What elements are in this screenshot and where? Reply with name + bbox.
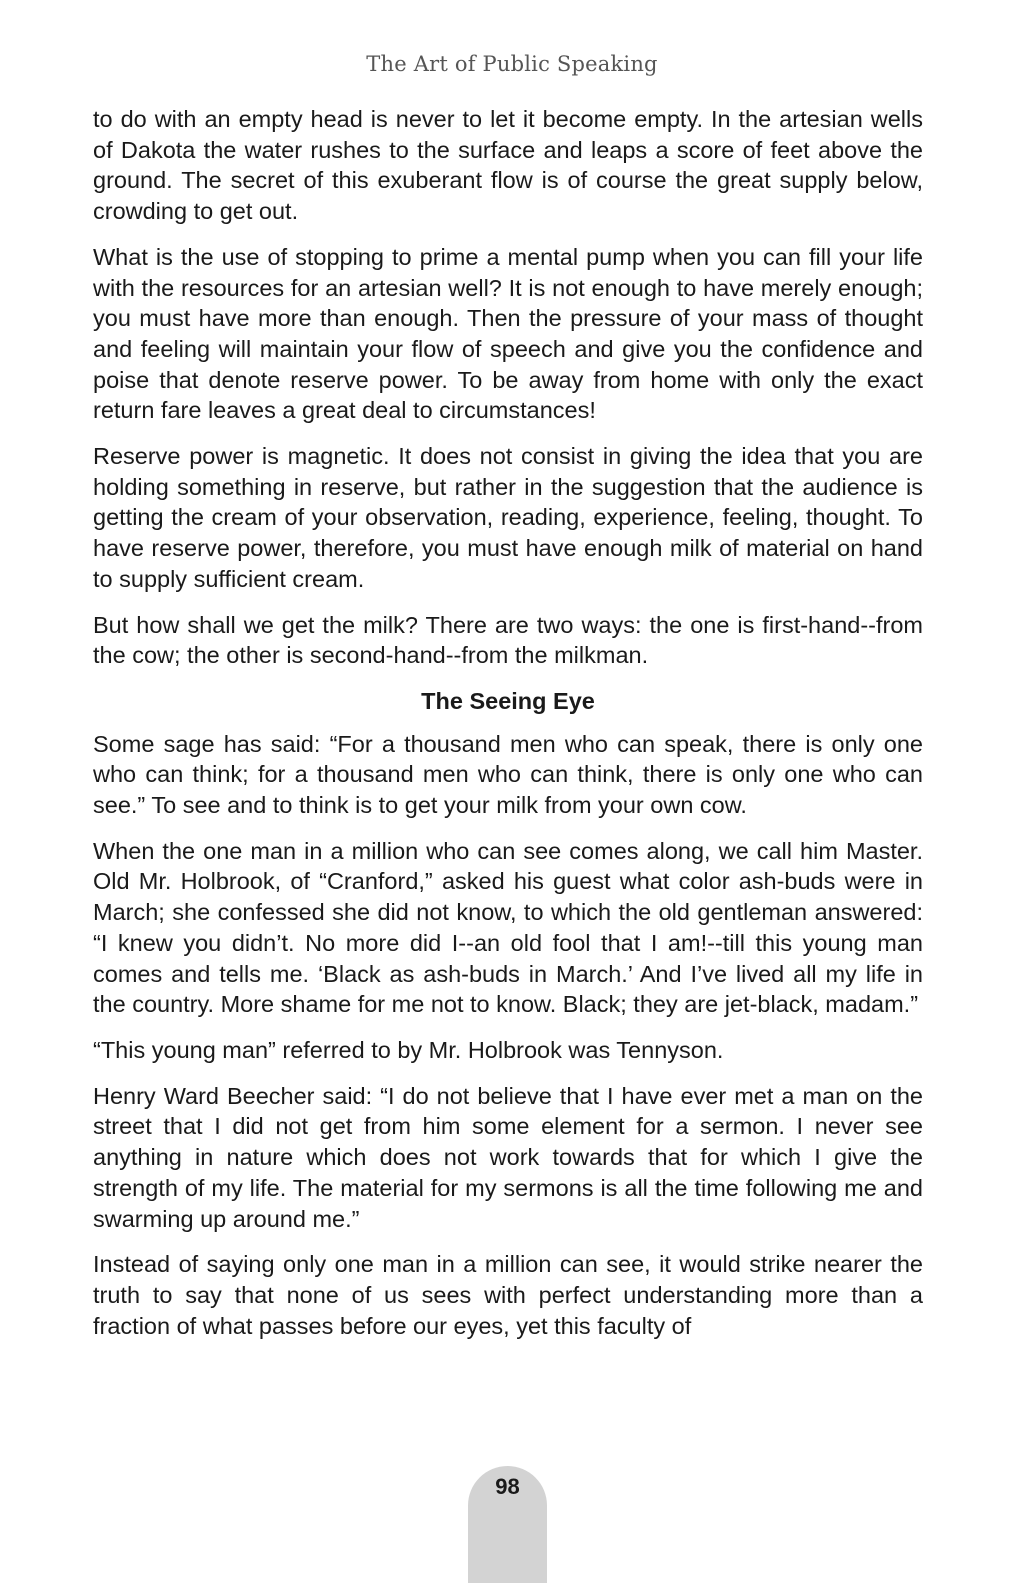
paragraph: “This young man” referred to by Mr. Holbrook was Tennyson. [93, 1036, 724, 1063]
paragraph: to do with an empty head is never to let it become empty. In the artesian wells of Dakota the water rushes to the surface and leaps a score of feet above the ground. The secret of this exuberant flow is of course the great supply below, crowding to get out. [93, 106, 923, 225]
page-number-tab [468, 1466, 547, 1583]
paragraph: Some sage has said: “For a thousand men who can speak, there is only one who can think; for a thousand men who can think, there is only one who can see.” To see and to think is to get your milk from your own cow. [93, 730, 923, 819]
section-heading: The Seeing Eye [421, 687, 595, 714]
paragraph: Henry Ward Beecher said: “I do not believe that I have ever met a man on the street that I did not get from him some element for a sermon. I never see anything in nature which does not work towards that for which I give the strength of my life. The material for my sermons is all the time following me and swarming up around me.” [93, 1082, 923, 1232]
paragraph: When the one man in a million who can see comes along, we call him Master. Old Mr. Holbrook, of “Cranford,” asked his guest what color ash-buds were in March; she confessed she did not know, to which the old gentleman answered: “I knew you didn’t. No more did I--an old fool that I am!--till this young man comes and tells me. ‘Black as ash-buds in March.’ And I’ve lived all my life in the country. More shame for me not to know. Black; they are jet-black, madam.” [93, 837, 923, 1018]
paragraph: Reserve power is magnetic. It does not consist in giving the idea that you are holding something in reserve, but rather in the suggestion that the audience is getting the cream of your observation, reading, experience, feeling, thought. To have reserve power, therefore, you must have enough milk of material on hand to supply sufficient cream. [93, 443, 923, 592]
paragraph: But how shall we get the milk? There are two ways: the one is first-hand--from the cow; the other is second-hand--from the milkman. [93, 611, 923, 669]
paragraph: What is the use of stopping to prime a mental pump when you can fill your life with the resources for an artesian well? It is not enough to have merely enough; you must have more than enough. Then the pressure of your mass of thought and feeling will maintain your flow of speech and give you the confidence and poise that denote reserve power. To be away from home with only the exact return fare leaves a great deal to circumstances! [93, 243, 923, 424]
page-number: 98 [495, 1474, 520, 1499]
paragraph: Instead of saying only one man in a million can see, it would strike nearer the truth to say that none of us sees with perfect understanding more than a fraction of what passes before our eyes, yet this faculty of [93, 1251, 923, 1339]
running-head-title: The Art of Public Speaking [366, 52, 658, 76]
page-body [93, 104, 923, 1356]
